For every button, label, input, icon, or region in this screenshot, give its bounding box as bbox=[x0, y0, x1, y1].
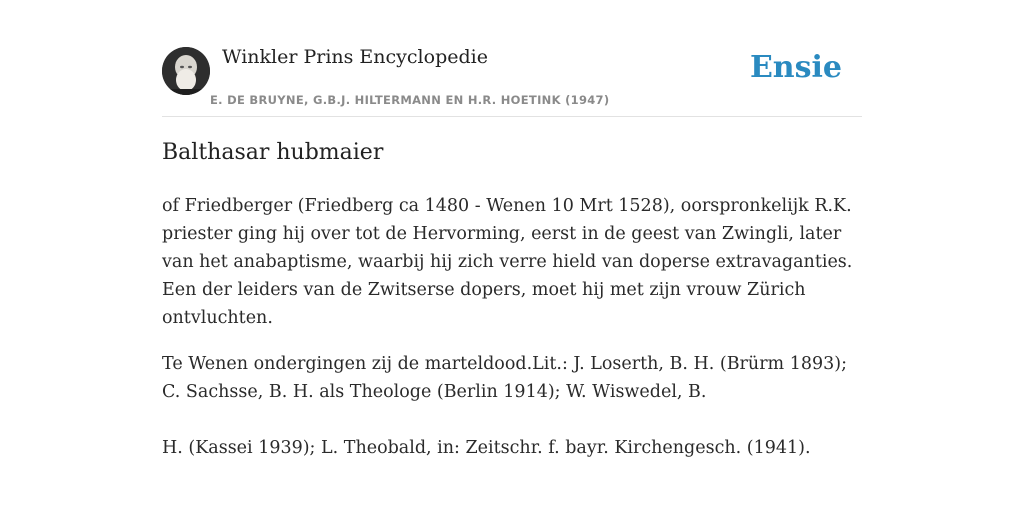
source-title[interactable]: Winkler Prins Encyclopedie bbox=[222, 46, 488, 68]
article-body bbox=[162, 192, 862, 462]
article-paragraph: of Friedberger (Friedberg ca 1480 - Wenen 10 Mrt 1528), oorspronkelijk R.K. priester ging hij over tot de Hervorming, eerst in de geest van Zwingli, later van het anabaptisme, waarbij hij zich verre hield van doperse extravaganties. Een der leiders van de Zwitserse dopers, moet hij met zijn vrouw Zürich ontvluchten. bbox=[162, 196, 853, 328]
source-authors: E. DE BRUYNE, G.B.J. HILTERMANN EN H.R. HOETINK (1947) bbox=[210, 93, 610, 107]
ensie-logo[interactable]: Ensie bbox=[749, 50, 842, 85]
source-header bbox=[162, 40, 862, 117]
author-portrait-icon[interactable] bbox=[162, 47, 210, 95]
article-title: Balthasar hubmaier bbox=[162, 140, 384, 165]
article-paragraph: Te Wenen ondergingen zij de marteldood.Lit.: J. Loserth, B. H. (Brürm 1893); C. Sachsse, B. H. als Theologe (Berlin 1914); W. Wiswedel, B. bbox=[162, 354, 847, 402]
article-paragraph: H. (Kassei 1939); L. Theobald, in: Zeitschr. f. bayr. Kirchengesch. (1941). bbox=[162, 438, 811, 458]
